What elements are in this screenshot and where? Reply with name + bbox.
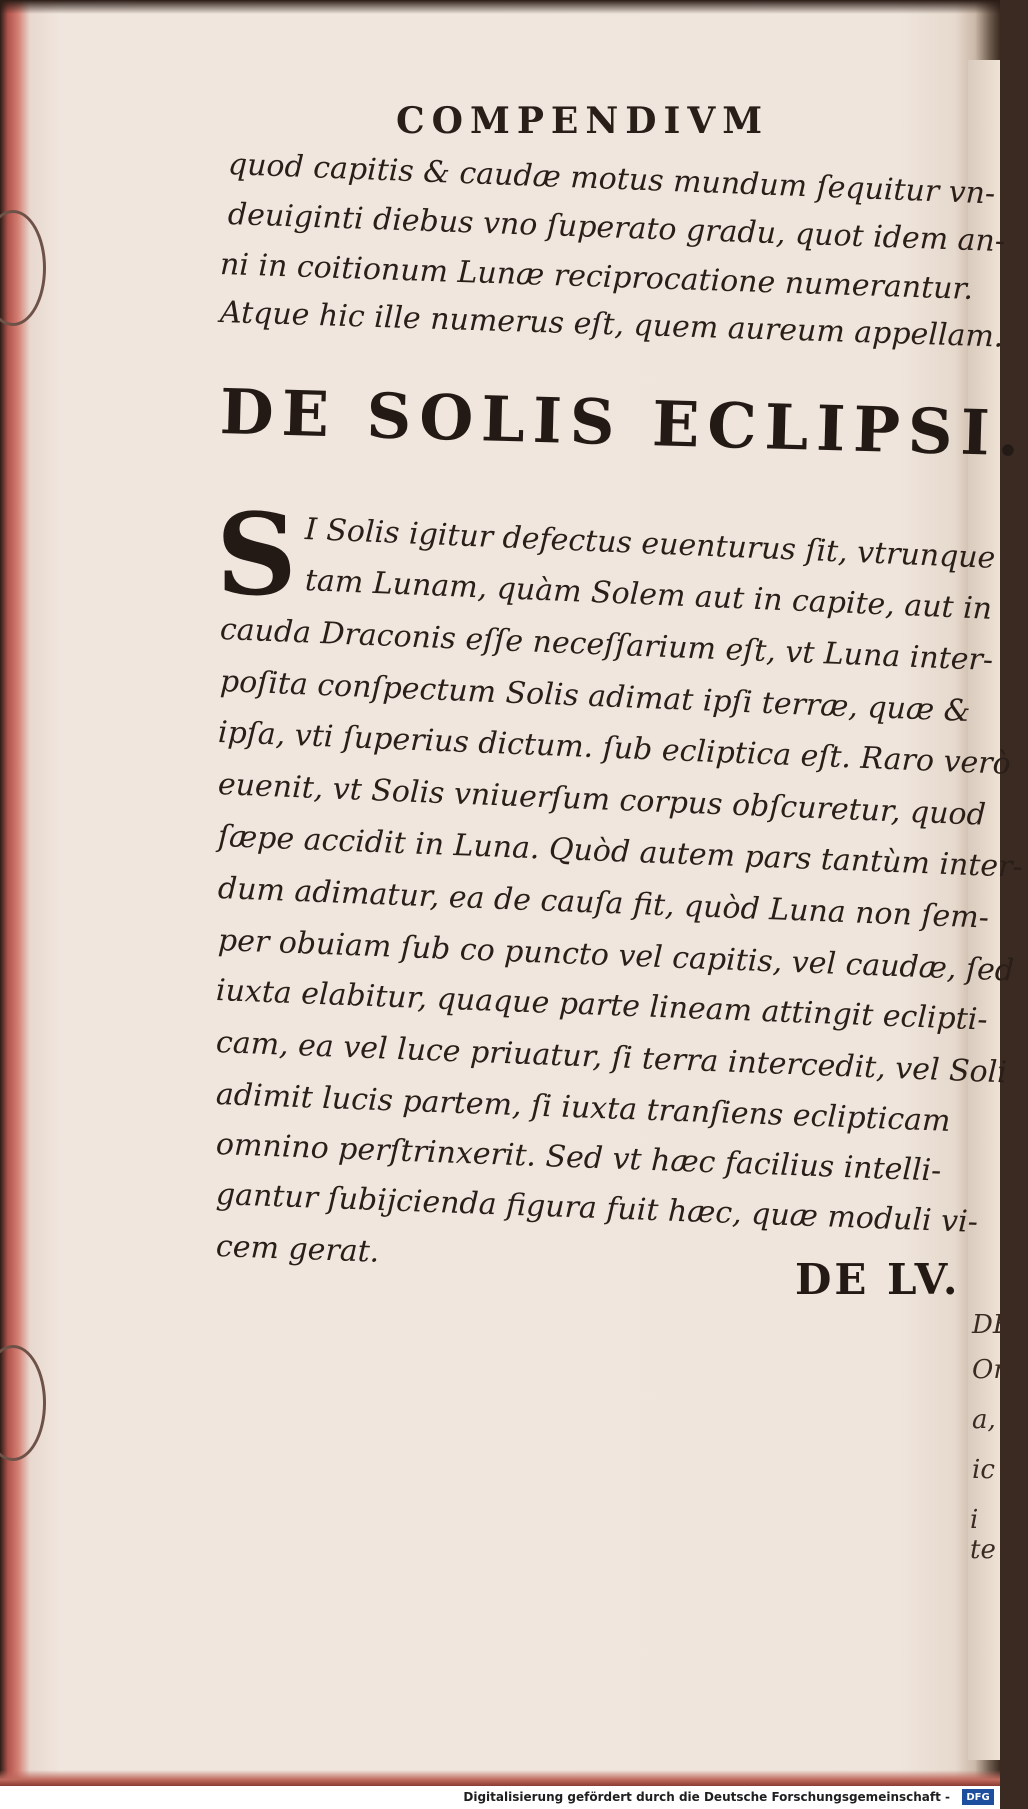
text-line: quod capitis & caudæ motus mundum ſequitur vn- (227, 147, 996, 212)
text-line: gantur ſubijcienda figura fuit hæc, quæ moduli vi- (215, 1177, 979, 1240)
text-line: tam Lunam, quàm Solem aut in capite, aut in (304, 563, 993, 627)
facing-page-fragment: DE (972, 1310, 1012, 1340)
page-top-shadow (0, 0, 1000, 14)
text-line: euenit, vt Solis vniuerſum corpus obſcuretur, quod (217, 767, 987, 833)
text-line: omnino perſtrinxerit. Sed vt hæc facilius intelli- (215, 1127, 942, 1189)
text-line: ſæpe accidit in Luna. Quòd autem pars tantùm inter- (217, 819, 1024, 885)
text-line: iuxta elabitur, quaque parte lineam attingit eclipti- (215, 973, 989, 1038)
facing-page-fragment: i te (970, 1505, 996, 1565)
running-head: COMPENDIVM (396, 100, 770, 142)
section-heading: DE SOLIS ECLIPSI. (218, 375, 1028, 471)
dfg-logo-icon: DFG (962, 1789, 994, 1805)
footer-credit: Digitalisierung gefördert durch die Deutsche Forschungsgemeinschaft - (463, 1790, 950, 1804)
facing-page-fragment: ic (972, 1455, 995, 1485)
catchword: DE LV. (795, 1255, 961, 1304)
facing-page-fragment: a, (972, 1405, 996, 1435)
text-line: cam, ea vel luce priuatur, ſi terra intercedit, vel Soli (215, 1025, 1008, 1091)
text-line: I Solis igitur defectus euenturus ſit, vtrunque (304, 512, 997, 576)
text-line: ipſa, vti ſuperius dictum. ſub ecliptica eſt. Raro verò (217, 715, 1012, 782)
text-line: cauda Draconis eſſe neceſſarium eſt, vt Luna inter- (219, 612, 994, 679)
text-line: ni in coitionum Lunæ reciprocatione numerantur. (219, 247, 974, 307)
text-line: per obuiam ſub co puncto vel capitis, vel caudæ, ſed (217, 923, 1015, 989)
text-line: adimit lucis partem, ſi iuxta tranſiens eclipticam (215, 1077, 952, 1139)
text-line: cem gerat. (215, 1229, 380, 1270)
text-line: deuiginti diebus vno ſuperato gradu, quot idem an- (227, 197, 1006, 260)
page-bottom-edge (0, 1770, 1000, 1786)
text-line: poſita conſpectum Solis adimat ipſi terræ, quæ & (219, 664, 972, 730)
text-line: Atque hic ille numerus eſt, quem aureum appellam. (219, 295, 1004, 355)
facing-page-fragment: Ore (972, 1355, 1022, 1385)
drop-cap: S (216, 490, 297, 621)
text-line: dum adimatur, ea de cauſa fit, quòd Luna non ſem- (217, 871, 990, 936)
